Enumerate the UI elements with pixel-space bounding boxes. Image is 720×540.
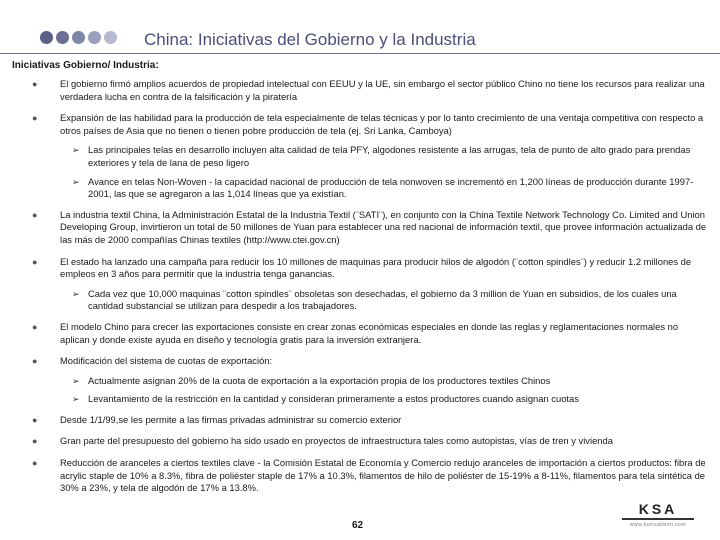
bullet-text: El estado ha lanzado una campaña para reducir los 10 millones de maquinas para producir hilos de algodón (¨cotton spindles¨) y reducir 1.2 millones de empleos en 3 años para permitir que la industria tenga ganancias. [60, 255, 692, 280]
bullet-icon: ● [32, 356, 38, 367]
sub-bullet-item [12, 393, 708, 406]
header-dot [40, 31, 53, 44]
logo-bar [622, 518, 694, 520]
logo-subtext: www.kurtsalmon.com [629, 522, 687, 528]
header-dot [72, 31, 85, 44]
sub-bullet-item [12, 375, 708, 388]
bullet-item [12, 414, 708, 427]
header-dot [104, 31, 117, 44]
decorative-dots [40, 31, 117, 44]
logo-mark: KSA [638, 501, 678, 517]
slide-title: China: Iniciativas del Gobierno y la Industria [144, 30, 476, 49]
sub-bullet-item [12, 144, 708, 169]
bullet-text: Expansión de las habilidad para la producción de tela especialmente de telas técnicas y por lo tanto crecimiento de una ventaja competitiva con respecto a otros países de Asia que no tienen o tienen pobre producción de tela (ej. Sri Lanka, Camboya) [60, 112, 704, 136]
arrow-bullet-icon: ➢ [72, 288, 80, 299]
bullet-icon: ● [32, 436, 38, 447]
bullet-text: Desde 1/1/99,se les permite a las firmas privadas administrar su comercio exterior [60, 413, 402, 425]
bullet-item [12, 256, 708, 281]
arrow-bullet-icon: ➢ [72, 394, 80, 405]
header-rule [0, 53, 720, 54]
arrow-bullet-icon: ➢ [72, 375, 80, 386]
sub-bullet-text: Las principales telas en desarrollo incluyen alta calidad de tela PFY, algodones resistente a las arrugas, tela de punto de alto grado para prendas exteriores y tela de lana de peso ligero [88, 144, 691, 168]
bullet-text: Reducción de aranceles a ciertos textiles clave - la Comisión Estatal de Economía y Comercio redujo aranceles de importación a ciertos productos: fibra de acrylic staple de 10% a 8.3%, fibra de poliéster staple de 17% a 10.3%, filamentos de hilo de poliéster de 15-19% a 8-11%, filamentos para tela sintética de 30% a 23%, y tela de algodón de 17% a 13.8%. [60, 457, 706, 494]
bullet-text: Modificación del sistema de cuotas de exportación: [60, 355, 273, 367]
sub-bullet-item [12, 288, 708, 313]
sub-bullet-text: Levantamiento de la restricción en la cantidad y consideran primeramente a estos productores cuando asignan cuotas [88, 393, 579, 405]
bullet-icon: ● [32, 458, 38, 469]
bullet-icon: ● [32, 414, 38, 425]
header-dot [88, 31, 101, 44]
arrow-bullet-icon: ➢ [72, 145, 80, 156]
bullet-text: El gobierno firmó amplios acuerdos de propiedad intelectual con EEUU y la UE, sin embargo el sector público Chino no tiene los recursos para realizar una verdadera lucha en contra de la falsificación y la piratería [60, 78, 705, 102]
ksa-logo [618, 501, 698, 528]
header-dot [56, 31, 69, 44]
bullet-text: Gran parte del presupuesto del gobierno ha sido usado en proyectos de infraestructura tales como autopistas, vías de tren y vivienda [60, 435, 613, 447]
bullet-icon: ● [32, 321, 38, 332]
bullet-text: La industria textil China, la Administración Estatal de la Industria Textil (¨SATI¨), en conjunto con la China Textile Network Technology Co. Limited and Union Developing Group, invirtieron un total de 50 millones de Yuan para establecer una red nacional de información textil, que provee información actualizada de las más de 2000 compañías Chinas textiles (http://www.ctei.gov.cn) [60, 208, 707, 245]
sub-bullet-item [12, 176, 708, 201]
bullet-text: El modelo Chino para crecer las exportaciones consiste en crear zonas económicas especiales en donde las reglas y reglamentaciones normales no aplican y donde existe ayuda en diseño y tecnología gratis para la inversión extranjera. [60, 320, 679, 345]
arrow-bullet-icon: ➢ [72, 176, 80, 187]
bullet-item [12, 112, 708, 137]
bullet-icon: ● [32, 79, 38, 89]
bullet-item [12, 209, 708, 247]
bullet-item [12, 78, 708, 103]
bullet-item [12, 435, 708, 448]
sub-bullet-text: Cada vez que 10,000 maquinas ¨cotton spindles¨ obsoletas son desechadas, el gobierno da 3 million de Yuan en subsidios, de los cuales una cantidad substancial se utilizan para despedir a los trabajadores. [88, 287, 677, 312]
sub-bullet-text: Actualmente asignan 20% de la cuota de exportación a la exportación propia de los productores textiles Chinos [88, 374, 551, 386]
bullet-item [12, 321, 708, 346]
page-number: 62 [352, 520, 364, 531]
bullet-icon: ● [32, 209, 38, 220]
section-title: Iniciativas Gobierno/ Industria: [12, 60, 159, 71]
bullet-list [12, 78, 708, 504]
bullet-icon: ● [32, 113, 38, 124]
slide-header [0, 0, 720, 58]
sub-bullet-text: Avance en telas Non-Woven - la capacidad nacional de producción de tela nonwoven se incrementó en 1,200 líneas de producción durante 1997-2001, las que se agregaron a las 1,014 líneas que ya existían. [88, 175, 694, 200]
bullet-icon: ● [32, 256, 38, 267]
bullet-item [12, 457, 708, 495]
bullet-item [12, 355, 708, 368]
